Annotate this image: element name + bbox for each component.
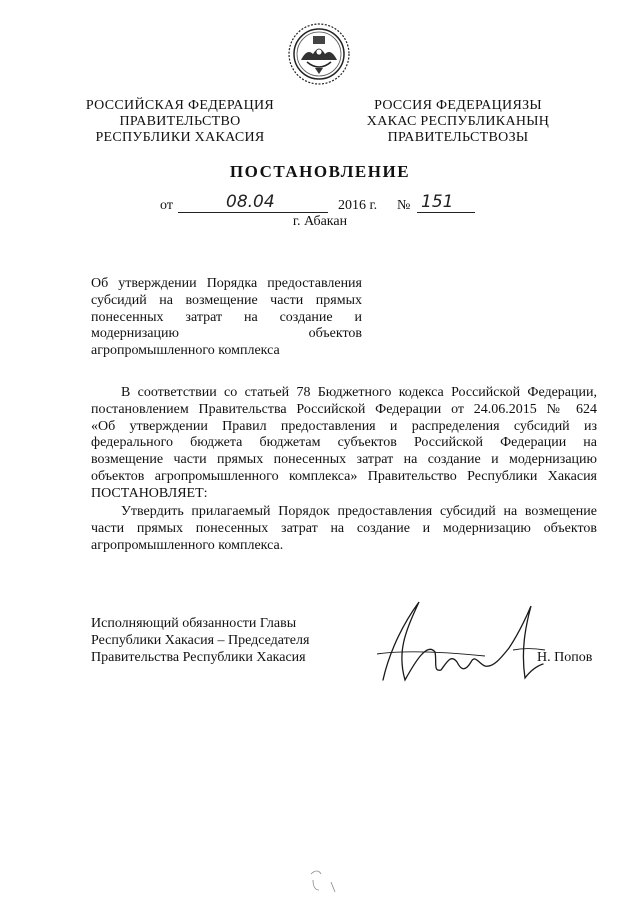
subject-line: субсидий на возмещение части прямых bbox=[91, 292, 362, 308]
subject-line: Об утверждении Порядка предоставления bbox=[91, 276, 362, 291]
body-line: федерального бюджета бюджетам субъектов Российской Федерации на bbox=[91, 435, 597, 451]
document-title: ПОСТАНОВЛЕНИЕ bbox=[229, 162, 411, 181]
body-line: агропромышленного комплекса. bbox=[91, 537, 284, 553]
number-label: № bbox=[397, 198, 411, 213]
date-handwritten: 08.04 bbox=[226, 192, 275, 212]
city: г. Абакан bbox=[292, 214, 348, 229]
signatory-line: Правительства Республики Хакасия bbox=[91, 649, 306, 665]
body-line: ПОСТАНОВЛЯЕТ: bbox=[91, 485, 208, 501]
signatory-line: Исполняющий обязанности Главы bbox=[91, 616, 297, 631]
body-line: объектов агропромышленного комплекса» Правительство Республики Хакасия bbox=[91, 468, 597, 484]
subject-line: агропромышленного комплекса bbox=[91, 343, 280, 359]
number-handwritten: 151 bbox=[421, 192, 454, 212]
body-line: В соответствии со статьей 78 Бюджетного кодекса Российской Федерации, bbox=[121, 385, 597, 400]
body-line: Утвердить прилагаемый Порядок предоставления субсидий на возмещение bbox=[121, 504, 597, 519]
body-paragraph-2 bbox=[91, 504, 597, 554]
handwritten-signature bbox=[375, 592, 550, 692]
subject-block bbox=[91, 276, 362, 360]
header-left-line: РЕСПУБЛИКИ ХАКАСИЯ bbox=[95, 130, 265, 145]
scan-mark bbox=[305, 866, 345, 894]
header-left-line: РОССИЙСКАЯ ФЕДЕРАЦИЯ bbox=[85, 98, 275, 113]
body-line: «Об утверждении Правил предоставления и распределения субсидий из bbox=[91, 418, 597, 434]
subject-line: понесенных затрат на создание и bbox=[91, 309, 362, 325]
signatory-name: Н. Попов bbox=[537, 650, 593, 665]
signatory-position bbox=[91, 616, 331, 666]
body-paragraph-1 bbox=[91, 385, 597, 503]
body-line: части прямых понесенных затрат на создание и модернизацию объектов bbox=[91, 520, 597, 536]
header-right-line: ПРАВИТЕЛЬСТВОЗЫ bbox=[387, 130, 529, 145]
number-underline bbox=[417, 212, 475, 213]
header-left-line: ПРАВИТЕЛЬСТВО bbox=[119, 114, 241, 129]
header-right-line: РОССИЯ ФЕДЕРАЦИЯЗЫ bbox=[374, 98, 542, 113]
date-year: 2016 г. bbox=[338, 198, 378, 213]
header-right-line: ХАКАС РЕСПУБЛИКАНЫҢ bbox=[366, 114, 550, 129]
signatory-line: Республики Хакасия – Председателя bbox=[91, 632, 310, 648]
coat-of-arms-emblem bbox=[287, 22, 351, 86]
header-right bbox=[358, 98, 558, 146]
header-left bbox=[80, 98, 280, 146]
date-prefix: от bbox=[160, 198, 173, 213]
body-line: возмещение части прямых понесенных затрат на создание и модернизацию bbox=[91, 452, 597, 468]
date-underline bbox=[178, 212, 328, 213]
subject-line: модернизацию объектов bbox=[91, 326, 362, 342]
body-line: постановлением Правительства Российской Федерации от 24.06.2015 № 624 bbox=[91, 401, 597, 417]
